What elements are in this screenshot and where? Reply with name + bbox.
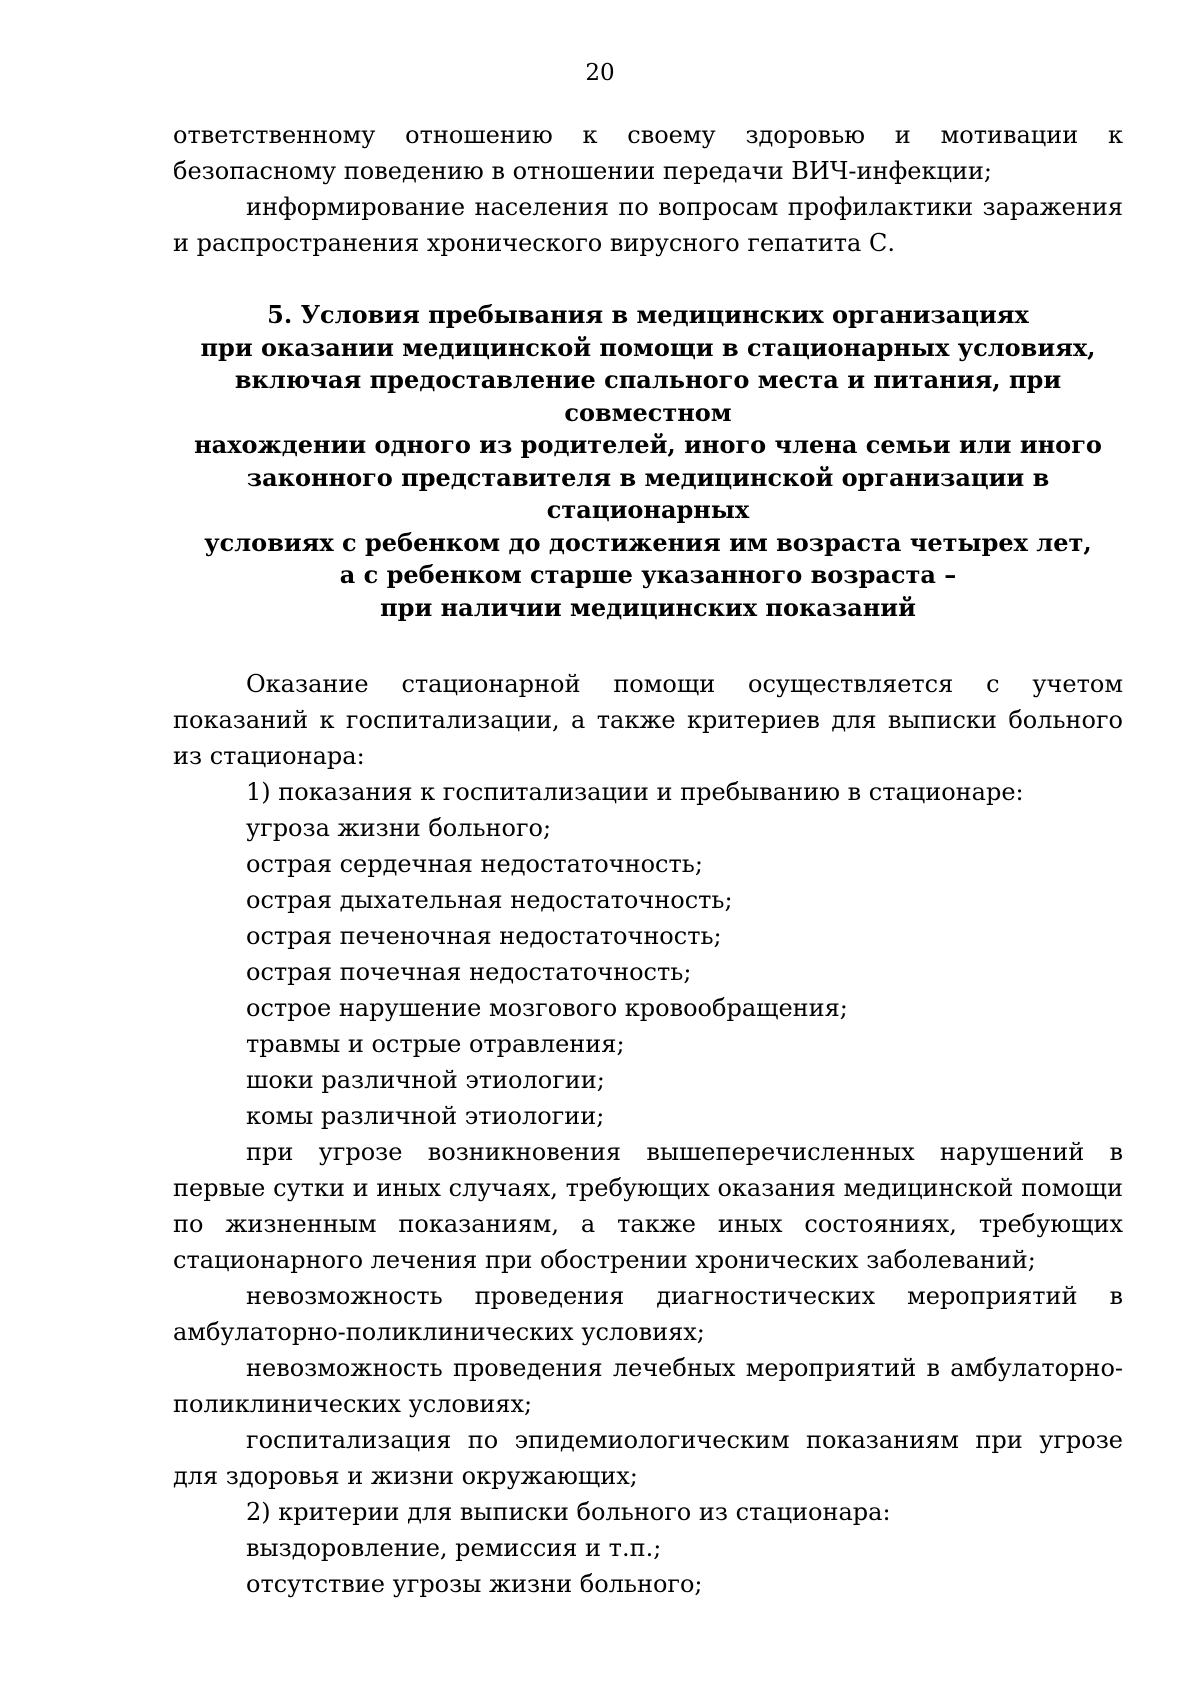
page-number: 20 bbox=[585, 60, 615, 86]
indication-item: травмы и острые отравления; bbox=[246, 1030, 625, 1058]
indication-item: комы различной этиологии; bbox=[246, 1102, 605, 1130]
paragraph-diagnostics: невозможность проведения диагностических мероприятий в амбулаторно-поликлинических условиях; bbox=[173, 1282, 1123, 1346]
discharge-item: отсутствие угрозы жизни больного; bbox=[246, 1570, 703, 1598]
heading-line: 5. Условия пребывания в медицинских организациях bbox=[267, 300, 1029, 329]
section-heading bbox=[173, 299, 1123, 624]
heading-line: нахождении одного из родителей, иного члена семьи или иного bbox=[194, 430, 1102, 459]
indication-item: острая почечная недостаточность; bbox=[246, 958, 692, 986]
heading-line: условиях с ребенком до достижения им возраста четырех лет, bbox=[204, 527, 1092, 557]
intro-paragraph-continuation: ответственному отношению к своему здоровью и мотивации к безопасному поведению в отношении передачи ВИЧ-инфекции; bbox=[173, 121, 1123, 185]
paragraph-epidemiology: госпитализация по эпидемиологическим показаниям при угрозе для здоровья и жизни окружающих; bbox=[173, 1426, 1123, 1490]
indication-item: острая сердечная недостаточность; bbox=[246, 850, 703, 878]
discharge-item: выздоровление, ремиссия и т.п.; bbox=[246, 1534, 662, 1562]
indication-item: острое нарушение мозгового кровообращения; bbox=[246, 994, 848, 1022]
heading-line: а с ребенком старше указанного возраста – bbox=[339, 560, 957, 589]
heading-line: законного представителя в медицинской организации в стационарных bbox=[246, 462, 1050, 524]
indication-item: острая дыхательная недостаточность; bbox=[246, 886, 733, 914]
paragraph-threat: при угрозе возникновения вышеперечисленных нарушений в первые сутки и иных случаях, требующих оказания медицинской помощи по жизненным показаниям, а также иных состояниях, требующих стационарного лечения при обострении хронических заболеваний; bbox=[173, 1138, 1123, 1274]
intro-paragraph-hepatitis: информирование населения по вопросам профилактики заражения и распространения хронического вирусного гепатита С. bbox=[173, 193, 1123, 257]
paragraph-intro-hospital: Оказание стационарной помощи осуществляется с учетом показаний к госпитализации, а также критериев для выписки больного из стационара: bbox=[173, 670, 1123, 770]
subsection-discharge-title: 2) критерии для выписки больного из стационара: bbox=[246, 1498, 891, 1526]
subsection-indications-title: 1) показания к госпитализации и пребыванию в стационаре: bbox=[246, 778, 1024, 806]
indication-item: острая печеночная недостаточность; bbox=[246, 922, 722, 950]
indication-item: шоки различной этиологии; bbox=[246, 1066, 605, 1094]
heading-line: при оказании медицинской помощи в стационарных условиях, bbox=[200, 332, 1096, 362]
document-body bbox=[173, 117, 1123, 1602]
indication-item: угроза жизни больного; bbox=[246, 814, 552, 842]
paragraph-treatment: невозможность проведения лечебных мероприятий в амбулаторно-поликлинических условиях; bbox=[173, 1354, 1123, 1418]
heading-line: включая предоставление спального места и питания, при совместном bbox=[234, 365, 1062, 427]
heading-line: при наличии медицинских показаний bbox=[380, 592, 916, 622]
